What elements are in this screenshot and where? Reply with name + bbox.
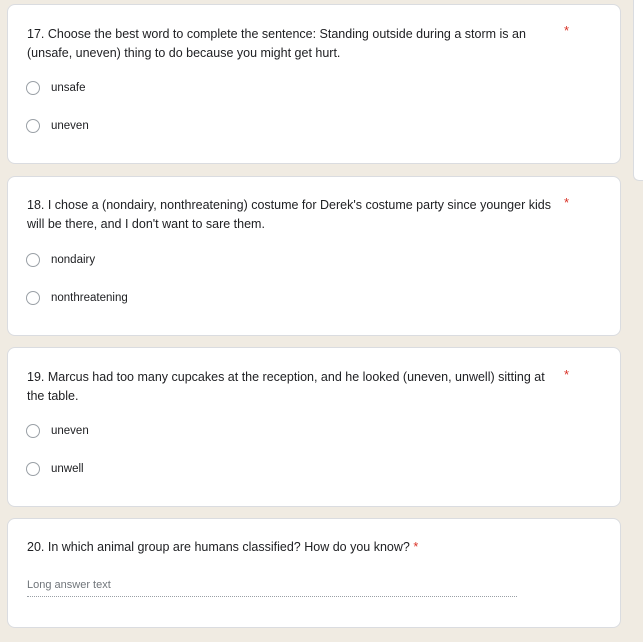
question-text: 18. I chose a (nondairy, nonthreatening) costume for Derek's costume party since younger kids will be there, and I don't want to sare them. bbox=[27, 198, 551, 231]
scrollbar-track[interactable] bbox=[633, 0, 643, 181]
radio-option-unwell[interactable] bbox=[26, 459, 84, 479]
question-card-17 bbox=[7, 4, 621, 164]
question-text-content: 20. In which animal group are humans classified? How do you know? bbox=[27, 540, 410, 554]
radio-circle[interactable] bbox=[26, 291, 40, 305]
question-text bbox=[27, 538, 418, 557]
radio-circle[interactable] bbox=[26, 424, 40, 438]
required-asterisk: * bbox=[564, 367, 570, 382]
option-label: uneven bbox=[51, 425, 89, 437]
option-label: uneven bbox=[51, 120, 89, 132]
radio-circle[interactable] bbox=[26, 462, 40, 476]
radio-option-uneven[interactable] bbox=[26, 421, 89, 441]
option-label: nondairy bbox=[51, 254, 96, 266]
question-text: 19. Marcus had too many cupcakes at the reception, and he looked (uneven, unwell) sitting at the table. bbox=[27, 370, 545, 403]
question-text: 17. Choose the best word to complete the sentence: Standing outside during a storm is an (unsafe, uneven) thing to do because you might get hurt. bbox=[27, 27, 526, 60]
radio-option-nondairy[interactable] bbox=[26, 250, 95, 270]
required-asterisk: * bbox=[413, 540, 419, 554]
radio-option-uneven[interactable] bbox=[26, 116, 89, 136]
question-card-18 bbox=[7, 176, 621, 336]
required-asterisk: * bbox=[564, 23, 570, 38]
radio-option-unsafe[interactable] bbox=[26, 78, 86, 98]
radio-circle[interactable] bbox=[26, 119, 40, 133]
radio-option-nonthreatening[interactable] bbox=[26, 288, 128, 308]
radio-circle[interactable] bbox=[26, 253, 40, 267]
option-label: nonthreatening bbox=[51, 292, 128, 304]
required-asterisk: * bbox=[564, 195, 570, 210]
option-label: unwell bbox=[51, 463, 84, 475]
radio-circle[interactable] bbox=[26, 81, 40, 95]
question-card-19 bbox=[7, 347, 621, 507]
option-label: unsafe bbox=[51, 82, 86, 94]
question-card-20 bbox=[7, 518, 621, 628]
long-answer-input[interactable] bbox=[27, 574, 517, 597]
